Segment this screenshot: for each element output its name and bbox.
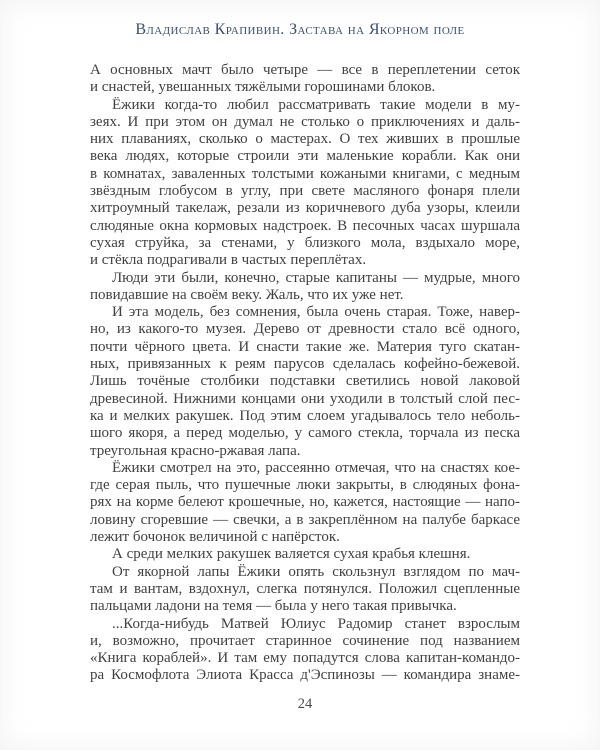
text-line: А основных мачт было четыре — все в переплетении сеток <box>90 62 520 78</box>
page-number: 24 <box>297 696 313 712</box>
text-line: Лишь точёные столбики подставки светились новой лаковой <box>90 373 520 390</box>
text-line: повидавшие на своём веку. Жаль, что их уже нет. <box>90 286 404 303</box>
text-line: шого якоря, а перед моделью, у самого стекла, торчала из песка <box>90 425 520 442</box>
text-line: ...Когда-нибудь Матвей Юлиус Радомир станет взрослым <box>112 615 520 632</box>
text-line: слюдяные окна кормовых надстроек. В песочных часах шуршала <box>90 217 520 234</box>
text-line: где серая пыль, что пушечные люки закрыты, в слюдяных фона- <box>90 477 520 494</box>
text-line: От якорной лапы Ёжики опять скользнул взглядом по мач- <box>112 563 520 580</box>
text-line: звёздным глобусом в углу, при свете масляного фонаря плели <box>90 183 520 200</box>
text-line: них плаваниях, сколько о мастерах. О тех живших в прошлые <box>90 131 520 148</box>
text-line: лежит бочонок величиной с напёрсток. <box>90 529 340 546</box>
text-line: хитроумный такелаж, резали из коричневого дуба узоры, клеили <box>90 200 520 217</box>
text-line: и, возможно, прочитает старинное сочинение под названием <box>90 632 520 649</box>
text-line: почти чёрного цвета. И снасти такие же. Материя туго скатан- <box>90 338 520 355</box>
body-text-block <box>90 62 520 685</box>
text-line: ра Космофлота Элиота Красса д'Эспинозы — командира знаме- <box>90 667 520 684</box>
text-line: но, из какого-то музея. Дерево от древности стало всё одного, <box>90 321 520 338</box>
text-line: и стёкла подрагивали в частых переплётах. <box>90 252 367 269</box>
text-line: А среди мелких ракушек валяется сухая крабья клешня. <box>112 546 471 563</box>
text-line: века людях, которые строили эти маленькие корабли. Как они <box>90 148 520 165</box>
text-line: Люди эти были, конечно, старые капитаны — мудрые, много <box>112 269 520 286</box>
text-line: в комнатах, заваленных толстыми кожаными книгами, с медным <box>90 165 520 182</box>
text-line: треугольная красно-ржавая лапа. <box>90 442 301 459</box>
text-line: зеях. И при этом он думал не столько о приключениях и даль- <box>90 113 520 130</box>
text-line: ловину сгоревшие — свечки, а в закреплённом на палубе баркасе <box>90 511 520 528</box>
text-line: Ёжики смотрел на это, рассеянно отмечая, что на снастях кое- <box>112 459 520 476</box>
text-line: «Книга кораблей». И там ему попадутся слова капитан-командо- <box>90 650 520 667</box>
text-line: древесиной. Нижними концами они уходили в толстый слой пес- <box>90 390 520 407</box>
text-line: ка и мелких ракушек. Под этим слоем угадывалось тело неболь- <box>90 407 520 424</box>
text-line: и снастей, увешанных тяжёлыми горошинами блоков. <box>90 79 436 96</box>
text-line: рях на корме белеют крошечные, но, кажется, настоящие — напо- <box>90 494 520 511</box>
running-header: Владислав Крапивин. Застава на Якорном поле <box>135 21 465 38</box>
text-line: Ёжики когда-то любил рассматривать такие модели в му- <box>112 96 520 113</box>
text-line: пальцами ладони на темя — была у него такая привычка. <box>90 598 457 615</box>
text-line: сухая струйка, за стенами, у близкого мола, вздыхало море, <box>90 234 520 251</box>
text-line: И эта модель, без сомнения, была очень старая. Тоже, навер- <box>112 304 520 321</box>
text-line: ных, привязанных к реям парусов сделалась кофейно-бежевой. <box>90 356 520 373</box>
text-line: там и вантам, вздохнул, слегка потянулся. Положил сцепленные <box>90 580 520 597</box>
